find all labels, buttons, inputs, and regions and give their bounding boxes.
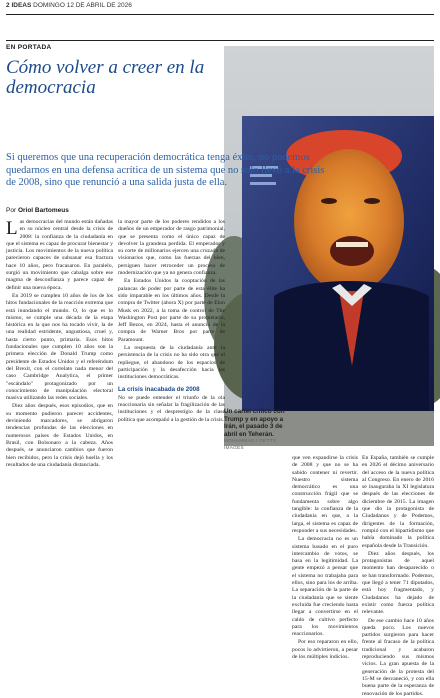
kicker-rule	[6, 40, 434, 41]
paragraph: No se puede entender el triunfo de la ola reaccionaria sin señalar la fragilización de las instituciones y el desprestigio de la clase política que acompañó a la gestión de la crisis.	[118, 394, 225, 423]
issue-date: DOMINGO 12 DE ABRIL DE 2026	[33, 2, 132, 9]
dropcap: L	[6, 218, 18, 239]
caption-text: Un cartel crítico con Trump y en apoyo a Irán, el pasado 3 de abril en Teherán.	[224, 408, 285, 438]
paragraph: La respuesta de la ciudadanía ante la persistencia de la crisis no ha sido otra que el repliegue, el abandono de los espacios de participación y la desafección hacia las instituciones democráticas.	[118, 345, 225, 381]
paragraph: En Estados Unidos la cooptación de las palancas de poder por parte de esta élite ha sido imparable en los últimos años. Desde la compra de Twitter (ahora X) por parte de Elon Musk en 2022, a la toma de control de The Washington Post por parte de su propietario, Jeff Bezos, en 2024, hasta el anuncio de la compra de Warner Bros por parte de Paramount.	[118, 278, 225, 343]
page-header	[6, 2, 434, 14]
section-name: IDEAS	[11, 2, 32, 9]
text-column-3	[292, 455, 358, 661]
billboard-photo	[224, 46, 434, 446]
paragraph: En 2019 se cumplen 10 años de los de los hitos fundacionales de la reacción extrema que está inundando el mundo. O, lo que es lo mismo, se cumple una década de la etapa histórica en la que nos ha tocado vivir, la de una realidad estridente, angustiosa, cruel y, hasta cierto punto, primaria. Esos hitos fundacionales que cumplen 10 años son la primera elección de Donald Trump como presidente de Estados Unidos y el referéndum del Brexit, con el correlato nada menor del caso Cambridge Analytica, el primer "escándalo" protagonizado por un conocimiento de manipulación electoral masiva utilizando las redes sociales.	[6, 292, 113, 402]
headline: Cómo volver a creer en la democracia	[6, 57, 205, 98]
text-column-2	[118, 219, 225, 585]
paragraph: Las democracias del mundo están dañadas en su núcleo central desde la crisis de 2008: la confianza de la ciudadanía en que el sistema es capaz de procurar bienestar y justicia. Los movimientos de la nueva política parecieron capaces de subsanar esa fractura hace 10 años, pero fracasaron. En paralelo, surgió un movimiento que cabalga sobre ese magma de desconfianza y parece capaz de definir una nueva época.	[6, 218, 113, 291]
paragraph: La democracia no es un sistema basado en el puro intercambio de votos, se basa en la legitimidad. La gente empezó a pensar que el sistema no trabajaba para ellos, sino para los de arriba. La separación de la parte de la ciudadanía que se siente excluida fue creciendo hasta llegar a convertirse en el caldo de cultivo perfecto para los movimientos reaccionarios.	[292, 536, 358, 638]
byline-author: Oriol Bartomeus	[17, 207, 69, 214]
byline	[6, 207, 69, 214]
section-kicker: EN PORTADA	[6, 44, 52, 51]
paragraph: Diez años después, los protagonistas de aquel momento han desaparecido o se han transformado. Podemos, que llegó a tener 71 diputados, está hoy fragmentado, y Ciudadanos ha dejado de existir como fuerza política relevante.	[362, 550, 434, 616]
page-number: 2	[6, 2, 10, 9]
byline-prefix: Por	[6, 207, 17, 214]
photo-credit: MOHAMMAD / GETTY IMAGES	[224, 439, 277, 451]
paragraph: Diez años después, esos episodios, que en su momento pudieron parecer accidentes, deviniendo marcadores, se abrigaron tendencias profundas de las elecciones en numerosos países de Estados Unidos, en Brasil, con Bolsonaro a la cabeza. Años después, se anunciaron cambios que fueron bien recibidos, pero la crisis dejó huella y los resultados de una ciudadanía distanciada.	[6, 403, 113, 468]
header-rule	[6, 14, 434, 15]
article-photo	[224, 46, 434, 446]
paragraph: De ese cambio hace 10 años queda poco. Los nuevos partidos surgieron para hacer frente al fracaso de la política tradicional y acabaron reproduciendo sus mismos vicios. La gran apuesta de la generación de la protesta del 15-M se desvaneció, y con ella buena parte de la esperanza de renovación de los partidos.	[362, 617, 434, 697]
text-column-4	[362, 455, 434, 697]
article-deck: Si queremos que una recuperación democrática tenga éxito, no podemos quedarnos en una defensa acrítica de un sistema que no solo llevó a la crisis de 2008, sino que renunció a una salida justa de ella.	[6, 152, 325, 188]
photo-caption	[224, 408, 290, 452]
paragraph: Por eso repararon en ello, pocos lo advirtieron, a pesar de los múltiples indicios.	[292, 639, 358, 661]
text-column-1	[6, 219, 113, 585]
subheading: La crisis inacabada de 2008	[118, 385, 200, 393]
paragraph: la mayor parte de los poderes rendidos a los dueños de un emperador de rasgo patrimonial, que se presenta como el único capaz de devolver la grandeza perdida. El emperador y su corte de millonarios ejercen una cruzada de visionarios que, como las fuerzas del bien, persiguen hacer retroceder un proceso de modernización que ya no genera confianza.	[118, 219, 225, 277]
paragraph: que ven expandirse la crisis de 2008 y que no se ha sabido contener ni revertir. Nuestro sistema democrático es una construcción frágil que se fundamenta sobre algo tangible: la confianza de la ciudadanía en que, a la larga, el sistema es capaz de responder a sus necesidades.	[292, 455, 358, 534]
paragraph: En España, también se cumple en 2026 el décimo aniversario del acceso de la nueva política al Congreso. En enero de 2016 se inauguraba la XI legislatura después de las elecciones de diciembre de 2015. La imagen que dio la protagonista de Ciudadanos y de Podemos, dirigentes de la formación, rompió con el bipartidismo que había dominado la política española desde la Transición.	[362, 455, 434, 549]
